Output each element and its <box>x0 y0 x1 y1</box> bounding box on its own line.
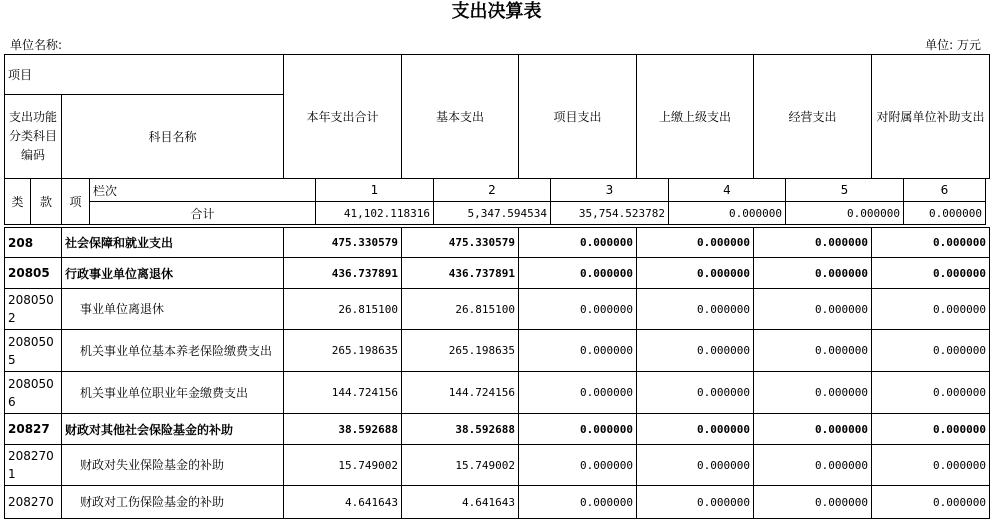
row-code: 2080505 <box>5 330 62 372</box>
heji-label: 合计 <box>90 202 316 225</box>
row-value: 0.000000 <box>519 372 637 414</box>
row-value: 0.000000 <box>872 330 990 372</box>
row-value: 15.749002 <box>402 445 519 486</box>
col-basic-header: 基本支出 <box>402 55 519 179</box>
row-value: 0.000000 <box>637 414 754 445</box>
row-value: 0.000000 <box>872 289 990 330</box>
row-value: 0.000000 <box>754 289 872 330</box>
col-project-header: 项目支出 <box>519 55 637 179</box>
table-row <box>5 228 990 258</box>
xiang-header: 项 <box>62 179 90 225</box>
row-value: 0.000000 <box>519 258 637 289</box>
row-value: 0.000000 <box>637 330 754 372</box>
row-name: 财政对其他社会保险基金的补助 <box>62 414 284 445</box>
total-2: 5,347.594534 <box>434 202 551 225</box>
row-code: 208 <box>5 228 62 258</box>
col-num-3: 3 <box>551 179 669 202</box>
subject-name-header: 科目名称 <box>62 95 284 179</box>
row-value: 4.641643 <box>284 486 402 519</box>
total-3: 35,754.523782 <box>551 202 669 225</box>
table-row <box>5 414 990 445</box>
row-value: 0.000000 <box>754 445 872 486</box>
row-value: 0.000000 <box>872 228 990 258</box>
row-value: 436.737891 <box>284 258 402 289</box>
total-1: 41,102.118316 <box>316 202 434 225</box>
row-code: 208270 <box>5 486 62 519</box>
row-value: 0.000000 <box>519 414 637 445</box>
row-code: 2080506 <box>5 372 62 414</box>
col-total-header: 本年支出合计 <box>284 55 402 179</box>
row-value: 265.198635 <box>284 330 402 372</box>
row-name: 财政对工伤保险基金的补助 <box>62 486 284 519</box>
total-4: 0.000000 <box>669 202 786 225</box>
row-value: 15.749002 <box>284 445 402 486</box>
table-row <box>5 372 990 414</box>
row-value: 0.000000 <box>872 414 990 445</box>
table-row <box>5 289 990 330</box>
row-value: 0.000000 <box>754 258 872 289</box>
page-title: 支出决算表 <box>451 1 542 22</box>
row-value: 26.815100 <box>284 289 402 330</box>
col-num-5: 5 <box>786 179 904 202</box>
col-num-1: 1 <box>316 179 434 202</box>
row-value: 0.000000 <box>754 372 872 414</box>
row-value: 144.724156 <box>284 372 402 414</box>
row-value: 436.737891 <box>402 258 519 289</box>
total-5: 0.000000 <box>786 202 904 225</box>
lei-header: 类 <box>5 179 31 225</box>
row-value: 475.330579 <box>284 228 402 258</box>
project-header: 项目 <box>5 55 284 95</box>
unit-label: 单位: 万元 <box>925 38 981 52</box>
kuan-header: 款 <box>31 179 62 225</box>
unit-name-label: 单位名称: <box>10 38 63 52</box>
row-name: 事业单位离退休 <box>62 289 284 330</box>
row-value: 0.000000 <box>754 330 872 372</box>
row-value: 26.815100 <box>402 289 519 330</box>
row-code: 20827 <box>5 414 62 445</box>
table-row <box>5 330 990 372</box>
row-value: 144.724156 <box>402 372 519 414</box>
row-code: 20805 <box>5 258 62 289</box>
row-name: 机关事业单位职业年金缴费支出 <box>62 372 284 414</box>
total-6: 0.000000 <box>904 202 986 225</box>
row-name: 财政对失业保险基金的补助 <box>62 445 284 486</box>
column-index-table <box>4 178 986 225</box>
row-value: 0.000000 <box>872 258 990 289</box>
row-value: 0.000000 <box>872 486 990 519</box>
row-value: 4.641643 <box>402 486 519 519</box>
func-code-header: 支出功能分类科目编码 <box>5 95 62 179</box>
row-code: 2082701 <box>5 445 62 486</box>
col-upper-header: 上缴上级支出 <box>637 55 754 179</box>
row-value: 0.000000 <box>637 228 754 258</box>
row-value: 265.198635 <box>402 330 519 372</box>
col-num-2: 2 <box>434 179 551 202</box>
row-value: 0.000000 <box>637 486 754 519</box>
row-name: 机关事业单位基本养老保险缴费支出 <box>62 330 284 372</box>
col-subsidy-header: 对附属单位补助支出 <box>872 55 990 179</box>
table-row <box>5 486 990 519</box>
row-value: 0.000000 <box>754 486 872 519</box>
row-value: 0.000000 <box>637 445 754 486</box>
row-value: 0.000000 <box>519 486 637 519</box>
row-value: 38.592688 <box>284 414 402 445</box>
table-row <box>5 445 990 486</box>
row-value: 38.592688 <box>402 414 519 445</box>
row-value: 0.000000 <box>754 228 872 258</box>
row-name: 行政事业单位离退休 <box>62 258 284 289</box>
row-value: 0.000000 <box>519 289 637 330</box>
row-name: 社会保障和就业支出 <box>62 228 284 258</box>
lanci-label: 栏次 <box>90 179 316 202</box>
data-table <box>4 227 990 519</box>
col-num-4: 4 <box>669 179 786 202</box>
row-value: 0.000000 <box>754 414 872 445</box>
col-business-header: 经营支出 <box>754 55 872 179</box>
row-value: 0.000000 <box>519 228 637 258</box>
col-num-6: 6 <box>904 179 986 202</box>
row-value: 0.000000 <box>637 289 754 330</box>
row-value: 0.000000 <box>519 330 637 372</box>
row-value: 0.000000 <box>872 445 990 486</box>
row-value: 475.330579 <box>402 228 519 258</box>
row-code: 2080502 <box>5 289 62 330</box>
row-value: 0.000000 <box>637 258 754 289</box>
row-value: 0.000000 <box>637 372 754 414</box>
row-value: 0.000000 <box>872 372 990 414</box>
header-table <box>4 54 990 179</box>
table-row <box>5 258 990 289</box>
row-value: 0.000000 <box>519 445 637 486</box>
